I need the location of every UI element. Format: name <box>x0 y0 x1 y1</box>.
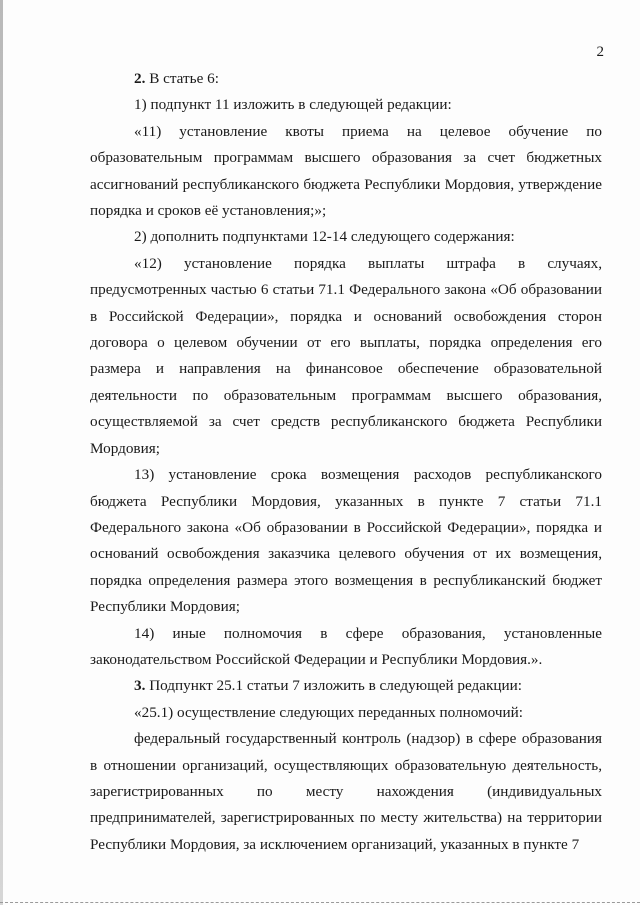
paragraph-subitem-12: «12) установление порядка выплаты штрафа в случаях, предусмотренных частью 6 статьи 71.1 Федерального закона «Об образовании в Российской Федерации», порядка и оснований освобождения сторон договора о целевом обучении от его выплаты, порядка определения его размера и направления на финансовое обеспечение образовательной деятельности по образовательным программам высшего образования, осуществляемой за счет средств республиканского бюджета Республики Мордовия; <box>90 254 602 457</box>
paragraph-text: В статье 6: <box>145 70 219 87</box>
paragraph-subitem-13: 13) установление срока возмещения расходов республиканского бюджета Республики Мордовия, указанных в пункте 7 статьи 71.1 Федерального закона «Об образовании в Российской Федерации», порядка и оснований освобождения заказчика целевого обучения от их возмещения, порядка определения размера этого возмещения в республиканский бюджет Республики Мордовия; <box>90 466 602 616</box>
paragraph-article-7 <box>90 673 602 699</box>
page-number: 2 <box>596 44 604 60</box>
paragraph-subitem-11: 1) подпункт 11 изложить в следующей редакции: <box>134 96 452 114</box>
item-number: 2. <box>134 70 146 87</box>
item-number: 3. <box>134 677 146 695</box>
scan-bottom-edge <box>0 902 640 903</box>
document-body <box>90 66 602 858</box>
paragraph-article-6 <box>90 66 602 92</box>
scan-left-edge <box>0 0 3 905</box>
paragraph-text: Подпункт 25.1 статьи 7 изложить в следующей редакции: <box>145 677 523 695</box>
paragraph-quota: «11) установление квоты приема на целевое обучение по образовательным программам высшего образования за счет бюджетных ассигнований республиканского бюджета Республики Мордовия, утверждение порядка и сроков её установления;»; <box>90 122 602 220</box>
paragraph-subitem-14: 14) иные полномочия в сфере образования, установленные законодательством Российской Федерации и Республики Мордовия.». <box>90 624 602 668</box>
paragraph-subitem-25-1: «25.1) осуществление следующих переданных полномочий: <box>134 703 523 721</box>
paragraph-federal-control: федеральный государственный контроль (надзор) в сфере образования в отношении организаций, осуществляющих образовательную деятельность, зарегистрированных по месту нахождения (индивидуальных предпринимателей, зарегистрированных по месту жительства) на территории Республики Мордовия, за исключением организаций, указанных в пункте 7 <box>90 730 602 853</box>
paragraph-add-subitems: 2) дополнить подпунктами 12-14 следующего содержания: <box>134 228 515 246</box>
